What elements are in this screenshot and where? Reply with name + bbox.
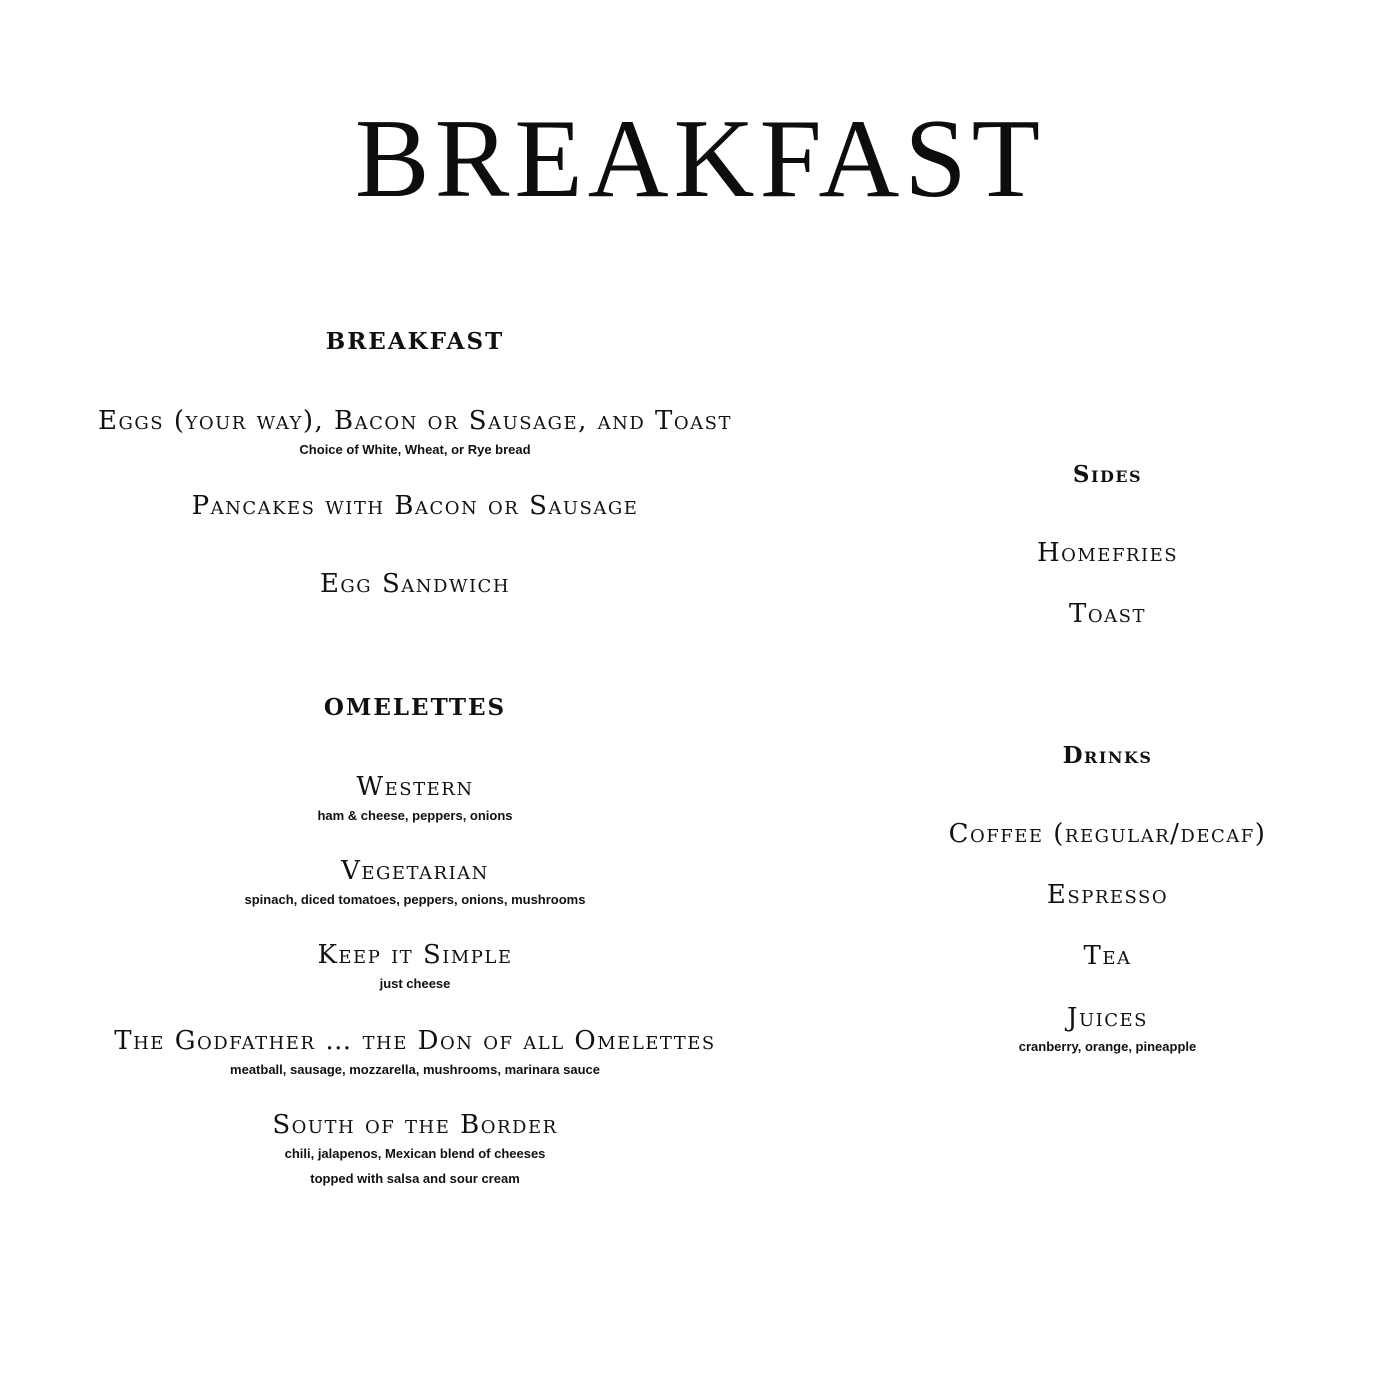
menu-item-name: Keep it Simple bbox=[317, 940, 513, 970]
page-title: BREAKFAST bbox=[354, 97, 1046, 221]
breakfast-heading: BREAKFAST bbox=[325, 328, 505, 355]
menu-item bbox=[60, 939, 770, 996]
menu-item bbox=[900, 818, 1315, 850]
menu-item-name: Homefries bbox=[1036, 538, 1179, 568]
menu-item bbox=[60, 771, 770, 828]
menu-item-description: chili, jalapenos, Mexican blend of cheeses bbox=[284, 1146, 546, 1161]
menu-item bbox=[60, 490, 770, 522]
menu-item-name: Toast bbox=[1069, 599, 1146, 629]
omelettes-heading: OMELETTES bbox=[323, 694, 507, 721]
menu-item-name: The Godfather … the Don of all Omelettes bbox=[114, 1026, 716, 1056]
menu-item bbox=[900, 598, 1315, 630]
menu-item-description: cranberry, orange, pineapple bbox=[1018, 1039, 1197, 1054]
menu-item-description: just cheese bbox=[379, 976, 451, 991]
menu-item bbox=[60, 855, 770, 912]
menu-item bbox=[900, 1002, 1315, 1059]
menu-item-name: Egg Sandwich bbox=[319, 569, 511, 599]
menu-item-name: Pancakes with Bacon or Sausage bbox=[191, 491, 639, 521]
menu-item-description: ham & cheese, peppers, onions bbox=[317, 808, 513, 823]
menu-item bbox=[60, 1025, 770, 1082]
menu-item-name: Espresso bbox=[1046, 880, 1169, 910]
menu-item-description: spinach, diced tomatoes, peppers, onions, mushrooms bbox=[244, 892, 586, 907]
menu-item bbox=[60, 1109, 770, 1191]
menu-item-description: topped with salsa and sour cream bbox=[310, 1171, 520, 1186]
menu-item bbox=[900, 940, 1315, 972]
menu-item bbox=[60, 405, 770, 462]
menu-item bbox=[900, 879, 1315, 911]
menu-item-name: Coffee (regular/decaf) bbox=[948, 819, 1267, 849]
menu-item-description: Choice of White, Wheat, or Rye bread bbox=[299, 442, 531, 457]
sides-heading: Sides bbox=[1072, 461, 1143, 488]
menu-item-name: Tea bbox=[1083, 941, 1132, 971]
menu-item-name: South of the Border bbox=[272, 1110, 558, 1140]
menu-item-name: Eggs (your way), Bacon or Sausage, and Toast bbox=[98, 406, 732, 436]
drinks-heading: Drinks bbox=[1062, 742, 1153, 769]
menu-item-name: Juices bbox=[1067, 1003, 1148, 1033]
menu-item-description: meatball, sausage, mozzarella, mushrooms, marinara sauce bbox=[230, 1062, 600, 1077]
menu-item-name: Vegetarian bbox=[341, 856, 489, 886]
menu-item bbox=[900, 537, 1315, 569]
menu-item-name: Western bbox=[356, 772, 474, 802]
menu-item bbox=[60, 568, 770, 600]
